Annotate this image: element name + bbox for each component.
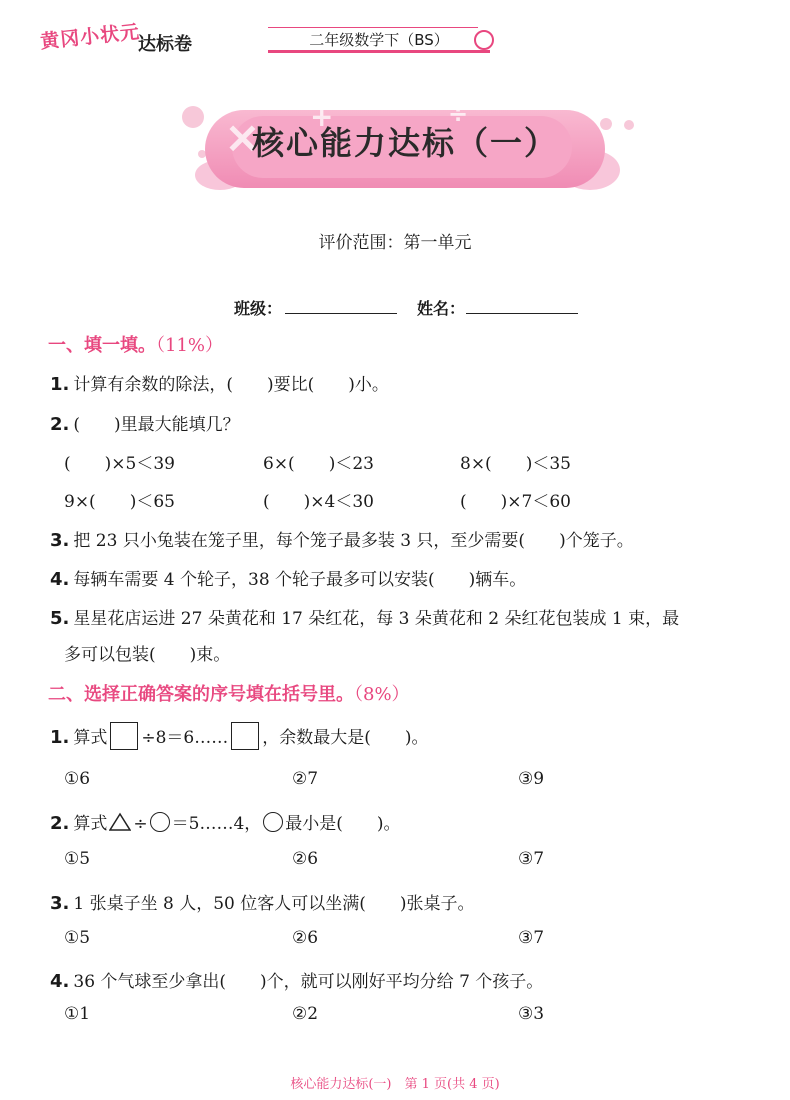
section-2-score: （8%） <box>354 684 410 705</box>
name-label: 姓名： <box>417 299 466 318</box>
s1-q2-item: 9×( )＜65 <box>64 492 175 512</box>
times-icon: × <box>224 112 261 163</box>
decor-dot <box>182 106 204 128</box>
s1-q2-item: 8×( )＜35 <box>460 454 571 474</box>
page-footer: 核心能力达标(一) 第 1 页(共 4 页) <box>290 1077 500 1092</box>
s2-q3-option[interactable]: ②6 <box>292 928 319 948</box>
s2-q2-option[interactable]: ②6 <box>292 849 319 869</box>
question-suffix2: 最小是( )。 <box>285 814 401 834</box>
s1-question-3 <box>50 526 634 551</box>
brand-logo: 黄冈小状元 <box>39 20 142 54</box>
section-2-heading: 二、选择正确答案的序号填在括号里。 <box>48 684 354 705</box>
question-text: 计算有余数的除法，( )要比( )小。 <box>73 375 389 395</box>
question-text: 每辆车需要 4 个轮子，38 个轮子最多可以安装( )辆车。 <box>73 570 527 590</box>
question-mid: ÷8＝6…… <box>141 728 229 748</box>
question-prefix: 算式 <box>73 814 108 834</box>
section-1-title <box>48 331 223 357</box>
s1-question-2 <box>50 410 240 435</box>
s2-q3-option[interactable]: ①5 <box>64 928 91 948</box>
s1-q2-item: ( )×5＜39 <box>64 454 175 474</box>
s2-q2-option[interactable]: ①5 <box>64 849 91 869</box>
decor-dot <box>624 120 634 130</box>
question-number: 1. <box>50 727 70 748</box>
blank-box <box>231 722 259 750</box>
section-2-title <box>48 680 410 706</box>
s2-question-3 <box>50 889 475 914</box>
blank-box <box>110 722 138 750</box>
question-text: ( )里最大能填几？ <box>73 415 240 435</box>
question-suffix: ，余数最大是( )。 <box>262 728 429 748</box>
s1-question-4 <box>50 565 526 590</box>
s2-question-4 <box>50 967 543 992</box>
s2-q2-option[interactable]: ③7 <box>518 849 545 869</box>
s2-q4-option[interactable]: ②2 <box>292 1004 319 1024</box>
class-label: 班级： <box>234 299 283 318</box>
s1-q2-item: ( )×7＜60 <box>460 492 571 512</box>
swirl-icon <box>474 30 494 50</box>
circle-icon <box>150 812 170 832</box>
s2-q1-option[interactable]: ①6 <box>64 769 91 789</box>
s2-q3-option[interactable]: ③7 <box>518 928 545 948</box>
question-number: 2. <box>50 813 70 834</box>
s2-q1-option[interactable]: ②7 <box>292 769 319 789</box>
s1-q2-item: ( )×4＜30 <box>263 492 374 512</box>
s1-q2-item: 6×( )＜23 <box>263 454 374 474</box>
class-field[interactable] <box>285 313 397 314</box>
s2-question-2 <box>50 809 401 834</box>
section-1-score: （11%） <box>156 335 224 356</box>
s1-question-1 <box>50 370 389 395</box>
question-number: 1. <box>50 374 70 395</box>
question-suffix: ＝5……4， <box>171 814 262 834</box>
question-number: 4. <box>50 971 70 992</box>
s2-q4-option[interactable]: ③3 <box>518 1004 545 1024</box>
question-number: 4. <box>50 569 70 590</box>
section-1-heading: 一、填一填。 <box>48 335 156 356</box>
question-text: 星星花店运进 27 朵黄花和 17 朵红花，每 3 朵黄花和 2 朵红花包装成 1 束，最 <box>73 609 680 629</box>
question-text: 36 个气球至少拿出( )个，就可以刚好平均分给 7 个孩子。 <box>73 972 544 992</box>
plus-icon: + <box>310 100 334 133</box>
question-number: 2. <box>50 414 70 435</box>
name-field[interactable] <box>466 313 578 314</box>
brand-subtitle: 达标卷 <box>138 34 192 55</box>
question-number: 3. <box>50 893 70 914</box>
page-title: 核心能力达标（一） <box>251 124 558 162</box>
question-prefix: 算式 <box>73 728 108 748</box>
s1-question-5 <box>50 604 679 629</box>
divide-icon: ÷ <box>448 100 469 128</box>
s2-q4-option[interactable]: ①1 <box>64 1004 91 1024</box>
evaluation-scope: 评价范围：第一单元 <box>318 233 472 253</box>
grade-label: 二年级数学下（BS） <box>268 30 490 53</box>
question-mid: ÷ <box>133 814 148 834</box>
question-number: 3. <box>50 530 70 551</box>
question-number: 5. <box>50 608 70 629</box>
s2-q1-option[interactable]: ③9 <box>518 769 545 789</box>
triangle-icon <box>109 812 131 831</box>
circle-icon <box>263 812 283 832</box>
question-text: 1 张桌子坐 8 人，50 位客人可以坐满( )张桌子。 <box>73 894 475 914</box>
s2-question-1 <box>50 722 429 750</box>
question-text: 把 23 只小兔装在笼子里，每个笼子最多装 3 只，至少需要( )个笼子。 <box>73 531 634 551</box>
s1-question-5-cont: 多可以包装( )束。 <box>64 645 231 665</box>
grade-top-line <box>268 27 478 28</box>
